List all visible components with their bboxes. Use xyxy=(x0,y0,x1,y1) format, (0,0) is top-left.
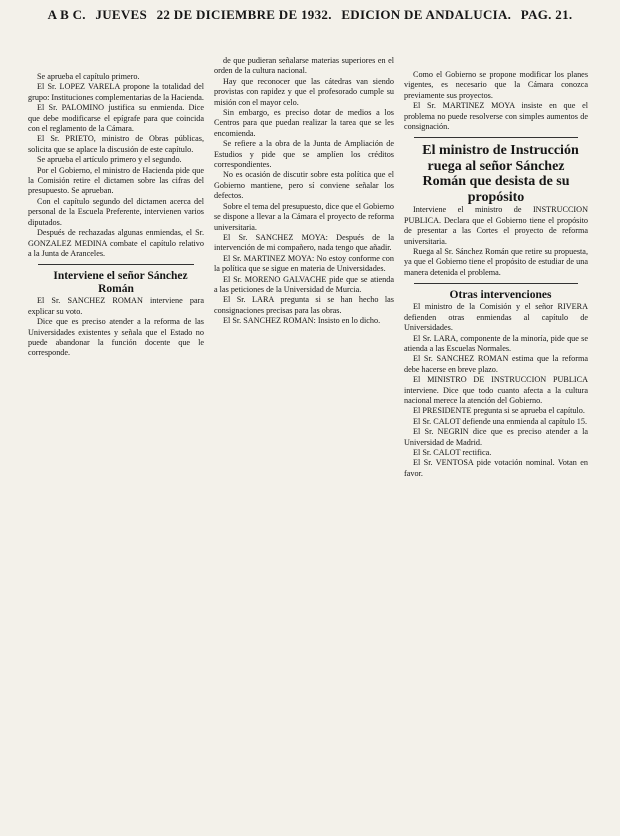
paragraph: Se aprueba el capítulo primero. xyxy=(37,72,140,81)
headline-otras-intervenciones: Otras intervenciones xyxy=(449,289,552,302)
divider xyxy=(38,264,194,265)
paragraph: Después de rechazadas algunas enmiendas, el Sr. GONZALEZ MEDINA combate el capítulo relativo a la Junta de Aranceles. xyxy=(28,228,204,258)
page-number: PAG. 21. xyxy=(520,7,573,22)
column-2 xyxy=(214,56,394,834)
paragraph: Dice que es preciso atender a la reforma de las Universidades existentes y señala que el Estado no puede abandonar la función docente que le corresponde. xyxy=(28,317,204,358)
paragraph: El Sr. SANCHEZ ROMAN estima que la reforma debe hacerse en breve plazo. xyxy=(404,354,588,374)
divider xyxy=(414,283,578,284)
paragraph: Hay que reconocer que las cátedras van siendo provistas con rapidez y que el profesorado cumple su misión con el mayor celo. xyxy=(214,76,394,107)
paragraph: El Sr. PALOMINO justifica su enmienda. Dice que debe modificarse el epígrafe para que coincida con el reglamento de la Cámara. xyxy=(28,103,204,134)
paragraph: Con el capítulo segundo del dictamen acerca del personal de la Escuela Preferente, intervienen varios diputados. xyxy=(28,196,204,227)
paragraph: El Sr. SANCHEZ ROMAN: Insisto en lo dicho. xyxy=(223,316,381,326)
paragraph: El MINISTRO DE INSTRUCCION PUBLICA interviene. Dice que todo cuanto afecta a la cultura nacional merece la atención del Gobierno. xyxy=(404,375,588,405)
paragraph: El Sr. VENTOSA pide votación nominal. Votan en favor. xyxy=(404,458,588,478)
paragraph: El Sr. SANCHEZ ROMAN interviene para explicar su voto. xyxy=(28,296,204,316)
edition: EDICION DE ANDALUCIA. xyxy=(341,7,512,22)
paragraph: El Sr. PRIETO, ministro de Obras públicas, solicita que se aplace la discusión de este capítulo. xyxy=(28,134,204,154)
headline-ministro: El ministro de Instrucción ruega al señor Sánchez Román que desista de su propósito xyxy=(422,143,579,205)
divider xyxy=(414,137,578,138)
paragraph: El Sr. LARA pregunta si se han hecho las consignaciones precisas para las obras. xyxy=(214,295,394,315)
paragraph: Interviene el ministro de INSTRUCCION PUBLICA. Declara que el Gobierno tiene el propósito de presentar a las Cortes el proyecto de reforma universitaria. xyxy=(404,205,588,246)
paragraph: El PRESIDENTE pregunta si se aprueba el capítulo. xyxy=(413,406,585,416)
paragraph: El Sr. MARTINEZ MOYA insiste en que el problema no puede resolverse con simples aumentos de consignación. xyxy=(404,101,588,132)
headline-sanchez-roman: Interviene el señor Sánchez Román xyxy=(53,270,188,296)
paragraph: Se refiere a la obra de la Junta de Ampliación de Estudios y pide que se amplíen los créditos correspondientes. xyxy=(214,139,394,170)
column-1 xyxy=(28,72,204,834)
paragraph: El Sr. LARA, componente de la minoría, pide que se atienda a las Escuelas Normales. xyxy=(404,333,588,353)
paragraph: El Sr. CALOT defiende una enmienda al capítulo 15. xyxy=(413,416,588,426)
date: 22 DE DICIEMBRE DE 1932. xyxy=(156,7,332,22)
paragraph: Se aprueba el artículo primero y el segundo. xyxy=(37,155,182,165)
paragraph: El Sr. CALOT rectifica. xyxy=(413,447,492,457)
paragraph: Sin embargo, es preciso dotar de medios a los Centros para que puedan realizar la tarea que se les encomienda. xyxy=(214,108,394,138)
paragraph: El Sr. SANCHEZ MOYA: Después de la intervención de mi compañero, nada tengo que añadir. xyxy=(214,232,394,253)
paragraph: Por el Gobierno, el ministro de Hacienda pide que la Comisión retire el dictamen sobre las cifras del presupuesto. Se aprueban. xyxy=(28,165,204,196)
paragraph: El Sr. MARTINEZ MOYA: No estoy conforme con la política que se sigue en materia de Universidades. xyxy=(214,253,394,274)
paragraph: Sobre el tema del presupuesto, dice que el Gobierno se dispone a llevar a la Cámara el proyecto de reforma universitaria. xyxy=(214,201,394,232)
paragraph: El Sr. MORENO GALVACHE pide que se atienda a las peticiones de la Universidad de Murcia. xyxy=(214,274,394,294)
paragraph: El Sr. LOPEZ VARELA propone la totalidad del grupo: Instituciones complementarias de la Hacienda. xyxy=(28,82,204,102)
paragraph: No es ocasión de discutir sobre esta política que el Gobierno mantiene, pero sí conviene señalar los defectos. xyxy=(214,170,394,201)
paragraph: de que pudieran señalarse materias superiores en el orden de la cultura nacional. xyxy=(214,56,394,76)
column-3 xyxy=(404,70,588,834)
day: JUEVES xyxy=(95,7,148,22)
paragraph: El Sr. NEGRIN dice que es preciso atender a la Universidad de Madrid. xyxy=(404,427,588,447)
paper-name: A B C. xyxy=(47,7,86,22)
paragraph: Como el Gobierno se propone modificar los planes vigentes, es necesario que la Cámara conozca previamente sus proyectos. xyxy=(404,70,588,100)
paragraph: El ministro de la Comisión y el señor RIVERA defienden otras enmiendas al capítulo de Universidades. xyxy=(404,302,588,333)
masthead xyxy=(0,0,620,30)
paragraph: Ruega al Sr. Sánchez Román que retire su propuesta, ya que el Gobierno tiene el propósito de estudiar de una manera detenida el problema. xyxy=(404,247,588,277)
